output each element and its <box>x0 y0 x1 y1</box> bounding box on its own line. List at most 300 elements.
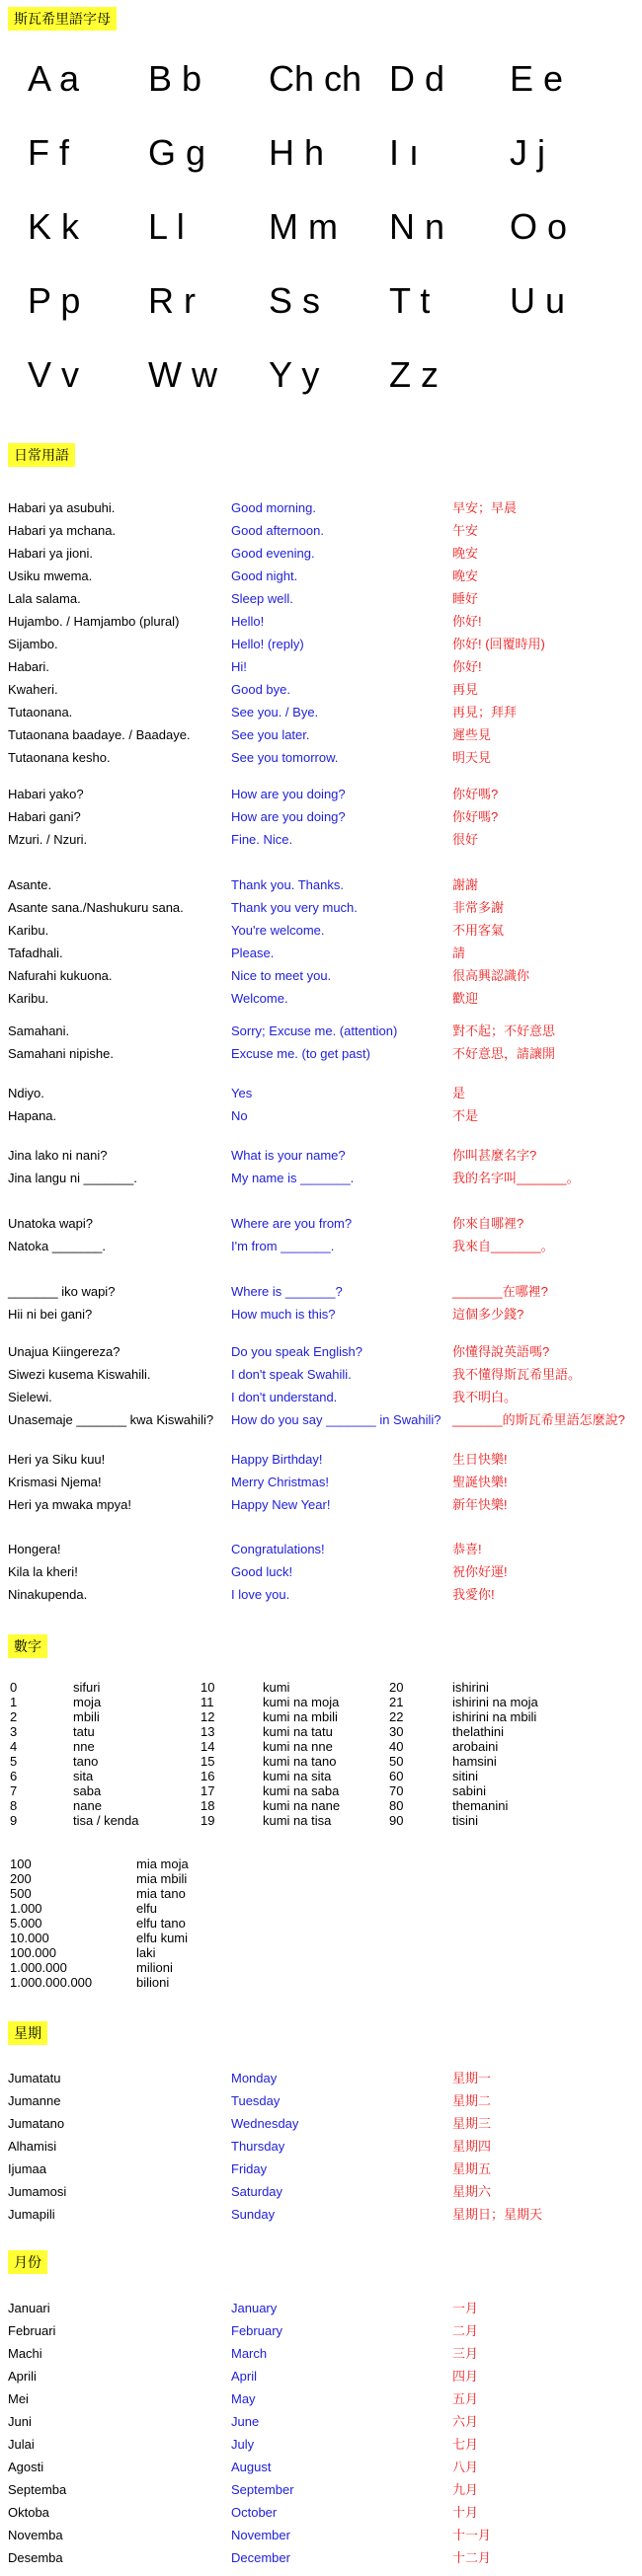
chinese-text: 你來自哪裡? <box>452 1216 524 1231</box>
swahili-text: Karibu. <box>8 991 49 1006</box>
swahili-text: Oktoba <box>8 2505 49 2520</box>
swahili-text: Jumamosi <box>8 2184 67 2199</box>
weekday-row <box>8 2135 642 2158</box>
chinese-text: 星期日；星期天 <box>452 2207 543 2222</box>
chinese-text: 星期三 <box>452 2116 492 2131</box>
phrase-row <box>8 587 642 610</box>
number-row <box>0 1886 642 1901</box>
swahili-text: Ijumaa <box>8 2161 47 2176</box>
swahili-text: Sielewi. <box>8 1390 52 1404</box>
number-row <box>0 1901 642 1916</box>
swahili-text: Habari. <box>8 659 49 674</box>
number-digit: 13 <box>201 1724 215 1739</box>
english-text: Saturday <box>231 2184 283 2199</box>
english-text: June <box>231 2414 260 2429</box>
number-word: tisa / kenda <box>73 1813 139 1828</box>
alphabet-letter: V v <box>28 354 80 395</box>
weekday-row <box>8 2112 642 2135</box>
english-text: How much is this? <box>231 1307 336 1322</box>
english-text: May <box>231 2391 256 2406</box>
number-row <box>0 1916 642 1931</box>
swahili-text: Julai <box>8 2437 35 2452</box>
phrase-row <box>8 1408 642 1431</box>
chinese-text: 很高興認識你 <box>452 968 530 983</box>
phrase-row <box>8 1560 642 1583</box>
chinese-text: 早安；早晨 <box>452 500 518 515</box>
number-digit: 90 <box>389 1813 404 1828</box>
chinese-text: 這個多少錢? <box>452 1307 524 1322</box>
swahili-text: Novemba <box>8 2528 63 2542</box>
swahili-text: Februari <box>8 2323 56 2338</box>
phrase-row <box>8 805 642 828</box>
english-text: Sleep well. <box>231 591 293 606</box>
alphabet-letter: A a <box>28 58 80 99</box>
phrase-row <box>8 873 642 896</box>
number-word: kumi na mbili <box>263 1709 338 1724</box>
number-row <box>0 1931 642 1945</box>
chinese-text: 五月 <box>452 2391 479 2406</box>
english-text: Good bye. <box>231 682 290 697</box>
swahili-text: Habari ya asubuhi. <box>8 500 116 515</box>
number-word: ishirini na moja <box>452 1695 538 1709</box>
chinese-text: 四月 <box>452 2369 479 2384</box>
number-word: mia moja <box>136 1856 189 1871</box>
number-word: nne <box>73 1739 95 1754</box>
phrase-row <box>8 1583 642 1606</box>
english-text: Hello! (reply) <box>231 637 304 651</box>
number-row <box>0 1798 642 1813</box>
number-word: sita <box>73 1769 94 1783</box>
english-text: See you tomorrow. <box>231 750 339 765</box>
month-row <box>8 2342 642 2365</box>
swahili-text: Juni <box>8 2414 32 2429</box>
number-row <box>0 1695 642 1709</box>
swahili-text: Agosti <box>8 2460 44 2474</box>
phrase-row <box>8 519 642 542</box>
phrase-row <box>8 1448 642 1471</box>
alphabet-letter: I ı <box>389 132 420 173</box>
alphabet-letter: J j <box>510 132 545 173</box>
chinese-text: 祝你好運! <box>452 1564 508 1579</box>
swahili-text: Nafurahi kukuona. <box>8 968 113 983</box>
english-text: July <box>231 2437 255 2452</box>
number-digit: 30 <box>389 1724 404 1739</box>
alphabet-letter: G g <box>148 132 206 173</box>
swahili-text: Kila la kheri! <box>8 1564 78 1579</box>
number-row <box>0 1945 642 1960</box>
phrase-row <box>8 1104 642 1127</box>
swahili-text: Lala salama. <box>8 591 81 606</box>
number-word: tatu <box>73 1724 95 1739</box>
phrase-row <box>8 1340 642 1363</box>
english-text: How are you doing? <box>231 787 346 801</box>
number-word: laki <box>136 1945 156 1960</box>
english-text: Welcome. <box>231 991 288 1006</box>
weekday-row <box>8 2180 642 2203</box>
number-row <box>0 1739 642 1754</box>
english-text: Do you speak English? <box>231 1344 362 1359</box>
chinese-text: 你好嗎? <box>452 787 499 801</box>
number-digit: 1 <box>10 1695 18 1709</box>
alphabet-letter: S s <box>269 280 321 321</box>
phrase-row <box>8 723 642 746</box>
swahili-text: Hujambo. / Hamjambo (plural) <box>8 614 180 629</box>
alphabet-letter: H h <box>269 132 325 173</box>
phrase-row <box>8 987 642 1010</box>
chinese-text: 十月 <box>452 2505 479 2520</box>
swahili-text: Asante sana./Nashukuru sana. <box>8 900 184 915</box>
swahili-text: Tutaonana baadaye. / Baadaye. <box>8 727 191 742</box>
swahili-text: Samahani. <box>8 1023 70 1038</box>
swahili-text: Jumanne <box>8 2093 61 2108</box>
number-word: kumi na tisa <box>263 1813 332 1828</box>
number-word: ishirini na mbili <box>452 1709 537 1724</box>
number-word: thelathini <box>452 1724 505 1739</box>
number-digit: 1.000.000 <box>10 1960 67 1975</box>
chinese-text: 六月 <box>452 2414 479 2429</box>
number-digit: 14 <box>201 1739 215 1754</box>
month-row <box>8 2524 642 2546</box>
alphabet-letter: L l <box>148 206 185 247</box>
phrase-row <box>8 783 642 805</box>
swahili-text: Habari yako? <box>8 787 84 801</box>
english-text: What is your name? <box>231 1148 346 1163</box>
english-text: Fine. Nice. <box>231 832 293 847</box>
english-text: December <box>231 2550 290 2565</box>
swahili-text: Siwezi kusema Kiswahili. <box>8 1367 151 1382</box>
chinese-text: 歡迎 <box>452 991 479 1006</box>
number-digit: 80 <box>389 1798 404 1813</box>
chinese-text: 恭喜! <box>452 1542 482 1556</box>
alphabet-letter: M m <box>269 206 338 247</box>
number-row <box>0 1783 642 1798</box>
chinese-text: 八月 <box>452 2460 479 2474</box>
number-word: tisini <box>452 1813 479 1828</box>
number-word: nane <box>73 1798 102 1813</box>
english-text: I love you. <box>231 1587 290 1602</box>
swahili-text: Ninakupenda. <box>8 1587 88 1602</box>
english-text: I'm from _______. <box>231 1239 335 1253</box>
english-text: Good luck! <box>231 1564 293 1579</box>
number-digit: 20 <box>389 1680 404 1695</box>
chinese-text: 很好 <box>452 832 479 847</box>
number-row <box>0 1975 642 1990</box>
chinese-text: _______在哪裡? <box>452 1284 548 1299</box>
english-text: Sorry; Excuse me. (attention) <box>231 1023 398 1038</box>
alphabet-letter: W w <box>148 354 217 395</box>
swahili-text: Septemba <box>8 2482 67 2497</box>
number-digit: 18 <box>201 1798 215 1813</box>
phrase-row <box>8 942 642 964</box>
chinese-text: 遲些見 <box>452 727 492 742</box>
swahili-text: Habari ya mchana. <box>8 523 117 538</box>
number-word: ishirini <box>452 1680 489 1695</box>
chinese-text: 二月 <box>452 2323 479 2338</box>
phrase-row <box>8 542 642 565</box>
weekday-row <box>8 2089 642 2112</box>
swahili-text: Samahani nipishe. <box>8 1046 114 1061</box>
chinese-text: 睡好 <box>452 591 479 606</box>
english-text: Good afternoon. <box>231 523 324 538</box>
swahili-text: Habari gani? <box>8 809 81 824</box>
weekday-row <box>8 2203 642 2226</box>
english-text: January <box>231 2301 278 2315</box>
phrase-row <box>8 1386 642 1408</box>
month-row <box>8 2297 642 2319</box>
section-heading-numbers: 數字 <box>8 1634 47 1658</box>
chinese-text: 星期六 <box>452 2184 492 2199</box>
number-word: moja <box>73 1695 102 1709</box>
number-digit: 5.000 <box>10 1916 42 1931</box>
english-text: Good morning. <box>231 500 316 515</box>
chinese-text: 對不起；不好意思 <box>452 1023 556 1038</box>
phrase-row <box>8 565 642 587</box>
chinese-text: 晚安 <box>452 546 479 561</box>
number-row <box>0 1960 642 1975</box>
swahili-text: Jumapili <box>8 2207 55 2222</box>
chinese-text: 九月 <box>452 2482 479 2497</box>
english-text: Hello! <box>231 614 265 629</box>
number-digit: 16 <box>201 1769 215 1783</box>
chinese-text: 你好! (回覆時用) <box>452 637 545 651</box>
chinese-text: _______的斯瓦希里語怎麼說? <box>452 1412 625 1427</box>
chinese-text: 星期一 <box>452 2071 492 2085</box>
chinese-text: 生日快樂! <box>452 1452 508 1467</box>
english-text: Happy New Year! <box>231 1497 331 1512</box>
number-word: kumi na saba <box>263 1783 340 1798</box>
english-text: How do you say _______ in Swahili? <box>231 1412 441 1427</box>
chinese-text: 我不懂得斯瓦希里語。 <box>452 1367 582 1382</box>
number-word: kumi <box>263 1680 290 1695</box>
swahili-text: Machi <box>8 2346 42 2361</box>
month-row <box>8 2546 642 2569</box>
chinese-text: 一月 <box>452 2301 479 2315</box>
english-text: September <box>231 2482 294 2497</box>
number-word: milioni <box>136 1960 173 1975</box>
number-digit: 60 <box>389 1769 404 1783</box>
number-digit: 21 <box>389 1695 404 1709</box>
english-text: Hi! <box>231 659 247 674</box>
number-word: sitini <box>452 1769 479 1783</box>
number-word: kumi na nane <box>263 1798 341 1813</box>
phrase-row <box>8 1042 642 1065</box>
number-digit: 19 <box>201 1813 215 1828</box>
english-text: Friday <box>231 2161 268 2176</box>
phrase-row <box>8 896 642 919</box>
chinese-text: 聖誕快樂! <box>452 1475 508 1489</box>
chinese-text: 我不明白。 <box>452 1390 518 1404</box>
chinese-text: 我的名字叫_______。 <box>452 1171 580 1185</box>
number-row <box>0 1871 642 1886</box>
chinese-text: 十二月 <box>452 2550 492 2565</box>
alphabet-letter: U u <box>510 280 566 321</box>
month-row <box>8 2387 642 2410</box>
english-text: Good night. <box>231 568 298 583</box>
phrase-row <box>8 610 642 633</box>
number-word: kumi na tatu <box>263 1724 333 1739</box>
swahili-text: Karibu. <box>8 923 49 938</box>
english-text: April <box>231 2369 258 2384</box>
alphabet-letter: D d <box>389 58 445 99</box>
number-word: hamsini <box>452 1754 497 1769</box>
swahili-text: _______ iko wapi? <box>8 1284 116 1299</box>
swahili-text: Januari <box>8 2301 50 2315</box>
alphabet-letter: B b <box>148 58 202 99</box>
english-text: Good evening. <box>231 546 315 561</box>
phrase-row <box>8 678 642 701</box>
number-row <box>0 1769 642 1783</box>
swahili-text: Tutaonana. <box>8 705 73 720</box>
phrase-row <box>8 1144 642 1167</box>
english-text: Thank you. Thanks. <box>231 877 344 892</box>
english-text: Where are you from? <box>231 1216 353 1231</box>
number-digit: 17 <box>201 1783 215 1798</box>
chinese-text: 星期二 <box>452 2093 492 2108</box>
english-text: See you later. <box>231 727 310 742</box>
chinese-text: 非常多謝 <box>452 900 505 915</box>
number-digit: 40 <box>389 1739 404 1754</box>
month-row <box>8 2319 642 2342</box>
swahili-text: Habari ya jioni. <box>8 546 93 561</box>
alphabet-letter: P p <box>28 280 81 321</box>
number-digit: 4 <box>10 1739 18 1754</box>
swahili-text: Jina langu ni _______. <box>8 1171 137 1185</box>
number-digit: 8 <box>10 1798 18 1813</box>
number-digit: 10.000 <box>10 1931 49 1945</box>
swahili-text: Alhamisi <box>8 2139 57 2154</box>
number-word: kumi na sita <box>263 1769 332 1783</box>
section-heading-months: 月份 <box>8 2250 47 2274</box>
swahili-text: Hongera! <box>8 1542 61 1556</box>
english-text: Congratulations! <box>231 1542 325 1556</box>
english-text: October <box>231 2505 278 2520</box>
phrase-row <box>8 633 642 655</box>
alphabet-letter: R r <box>148 280 196 321</box>
section-heading-phrases: 日常用語 <box>8 443 75 467</box>
english-text: November <box>231 2528 290 2542</box>
chinese-text: 七月 <box>452 2437 479 2452</box>
swahili-text: Aprili <box>8 2369 37 2384</box>
chinese-text: 我愛你! <box>452 1587 495 1602</box>
number-word: kumi na moja <box>263 1695 340 1709</box>
swahili-text: Desemba <box>8 2550 63 2565</box>
english-text: See you. / Bye. <box>231 705 319 720</box>
swahili-text: Unasemaje _______ kwa Kiswahili? <box>8 1412 214 1427</box>
number-word: elfu <box>136 1901 157 1916</box>
swahili-text: Hii ni bei gani? <box>8 1307 93 1322</box>
english-text: Merry Christmas! <box>231 1475 329 1489</box>
swahili-text: Unatoka wapi? <box>8 1216 93 1231</box>
english-text: Tuesday <box>231 2093 281 2108</box>
swahili-text: Kwaheri. <box>8 682 58 697</box>
alphabet-letter: E e <box>510 58 564 99</box>
chinese-text: 再見 <box>452 682 479 697</box>
chinese-text: 謝謝 <box>452 877 479 892</box>
number-word: kumi na tano <box>263 1754 337 1769</box>
weekday-row <box>8 2158 642 2180</box>
number-row <box>0 1724 642 1739</box>
alphabet-grid <box>28 57 630 427</box>
phrase-row <box>8 701 642 723</box>
chinese-text: 是 <box>452 1086 466 1100</box>
alphabet-letter: O o <box>510 206 568 247</box>
number-row <box>0 1754 642 1769</box>
number-digit: 9 <box>10 1813 18 1828</box>
swahili-text: Asante. <box>8 877 52 892</box>
chinese-text: 再見；拜拜 <box>452 705 518 720</box>
number-digit: 70 <box>389 1783 404 1798</box>
number-digit: 2 <box>10 1709 18 1724</box>
english-text: Sunday <box>231 2207 276 2222</box>
english-text: I don't speak Swahili. <box>231 1367 352 1382</box>
alphabet-letter: N n <box>389 206 445 247</box>
number-word: arobaini <box>452 1739 499 1754</box>
english-text: My name is _______. <box>231 1171 355 1185</box>
month-row <box>8 2433 642 2456</box>
chinese-text: 午安 <box>452 523 479 538</box>
swahili-text: Jina lako ni nani? <box>8 1148 108 1163</box>
number-word: elfu kumi <box>136 1931 189 1945</box>
number-digit: 0 <box>10 1680 18 1695</box>
swahili-text: Unajua Kiingereza? <box>8 1344 120 1359</box>
number-word: mia tano <box>136 1886 186 1901</box>
number-row <box>0 1856 642 1871</box>
number-word: mbili <box>73 1709 100 1724</box>
number-row <box>0 1813 642 1828</box>
number-word: sabini <box>452 1783 486 1798</box>
chinese-text: 新年快樂! <box>452 1497 508 1512</box>
phrase-row <box>8 655 642 678</box>
chinese-text: 你懂得說英語嗎? <box>452 1344 550 1359</box>
alphabet-letter: Ch ch <box>269 58 362 99</box>
phrase-row <box>8 828 642 851</box>
number-digit: 1.000.000.000 <box>10 1975 93 1990</box>
english-text: August <box>231 2460 272 2474</box>
english-text: Nice to meet you. <box>231 968 332 983</box>
month-row <box>8 2410 642 2433</box>
month-row <box>8 2456 642 2478</box>
chinese-text: 不好意思，請讓開 <box>452 1046 556 1061</box>
number-digit: 5 <box>10 1754 18 1769</box>
alphabet-letter: Z z <box>389 354 439 395</box>
chinese-text: 不是 <box>452 1108 479 1123</box>
chinese-text: 十一月 <box>452 2528 492 2542</box>
english-text: Yes <box>231 1086 253 1100</box>
number-digit: 22 <box>389 1709 404 1724</box>
number-digit: 7 <box>10 1783 18 1798</box>
phrase-row <box>8 1471 642 1493</box>
number-digit: 15 <box>201 1754 215 1769</box>
english-text: Excuse me. (to get past) <box>231 1046 370 1061</box>
number-digit: 1.000 <box>10 1901 42 1916</box>
swahili-text: Krismasi Njema! <box>8 1475 102 1489</box>
number-digit: 11 <box>201 1695 214 1709</box>
chinese-text: 星期五 <box>452 2161 492 2176</box>
swahili-text: Ndiyo. <box>8 1086 44 1100</box>
chinese-text: 你好! <box>452 614 482 629</box>
chinese-text: 我來自_______。 <box>452 1239 554 1253</box>
swahili-text: Mzuri. / Nzuri. <box>8 832 88 847</box>
number-word: themanini <box>452 1798 509 1813</box>
chinese-text: 你好嗎? <box>452 809 499 824</box>
phrase-row <box>8 1538 642 1560</box>
phrase-row <box>8 1082 642 1104</box>
english-text: Thursday <box>231 2139 285 2154</box>
phrase-row <box>8 1363 642 1386</box>
swahili-text: Hapana. <box>8 1108 57 1123</box>
swahili-text: Tafadhali. <box>8 946 63 960</box>
swahili-text: Jumatano <box>8 2116 65 2131</box>
